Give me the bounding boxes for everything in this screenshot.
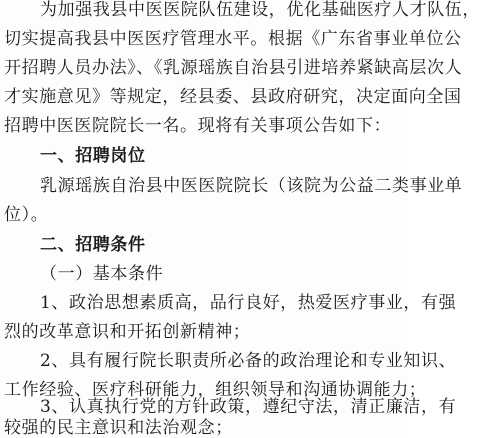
intro-line-1: 为加强我县中医医院队伍建设，优化基础医疗人才队伍， xyxy=(40,0,480,20)
subheading-basic-conditions: （一）基本条件 xyxy=(40,264,164,284)
intro-line-4: 才实施意见》等规定，经县委、县政府研究，决定面向全国 xyxy=(4,87,462,107)
intro-line-3: 开招聘人员办法》、《乳源瑶族自治县引进培养紧缺高层次人 xyxy=(4,58,463,78)
condition-1-line-1: 1、政治思想素质高，品行良好，热爱医疗事业，有强 xyxy=(40,293,457,313)
intro-line-5: 招聘中医医院院长一名。现将有关事项公告如下： xyxy=(4,116,392,136)
section-heading-conditions: 二、招聘条件 xyxy=(40,235,146,255)
position-text-line-2: 位）。 xyxy=(4,205,49,225)
condition-3-line-2: 较强的民主意识和法治观念； xyxy=(4,418,233,438)
intro-line-2: 切实提高我县中医医疗管理水平。根据《广东省事业单位公 xyxy=(4,29,462,49)
condition-1-line-2: 烈的改革意识和开拓创新精神； xyxy=(4,322,251,342)
position-text-line-1: 乳源瑶族自治县中医医院院长（该院为公益二类事业单 xyxy=(40,176,463,196)
condition-2-line-2: 工作经验、医疗科研能力，组织领导和沟通协调能力； xyxy=(4,380,427,400)
section-heading-positions: 一、招聘岗位 xyxy=(40,146,146,166)
condition-2-line-1: 2、具有履行院长职责所必备的政治理论和专业知识、 xyxy=(40,351,457,371)
condition-3-line-1: 3、认真执行党的方针政策，遵纪守法，清正廉洁，有 xyxy=(40,397,457,417)
